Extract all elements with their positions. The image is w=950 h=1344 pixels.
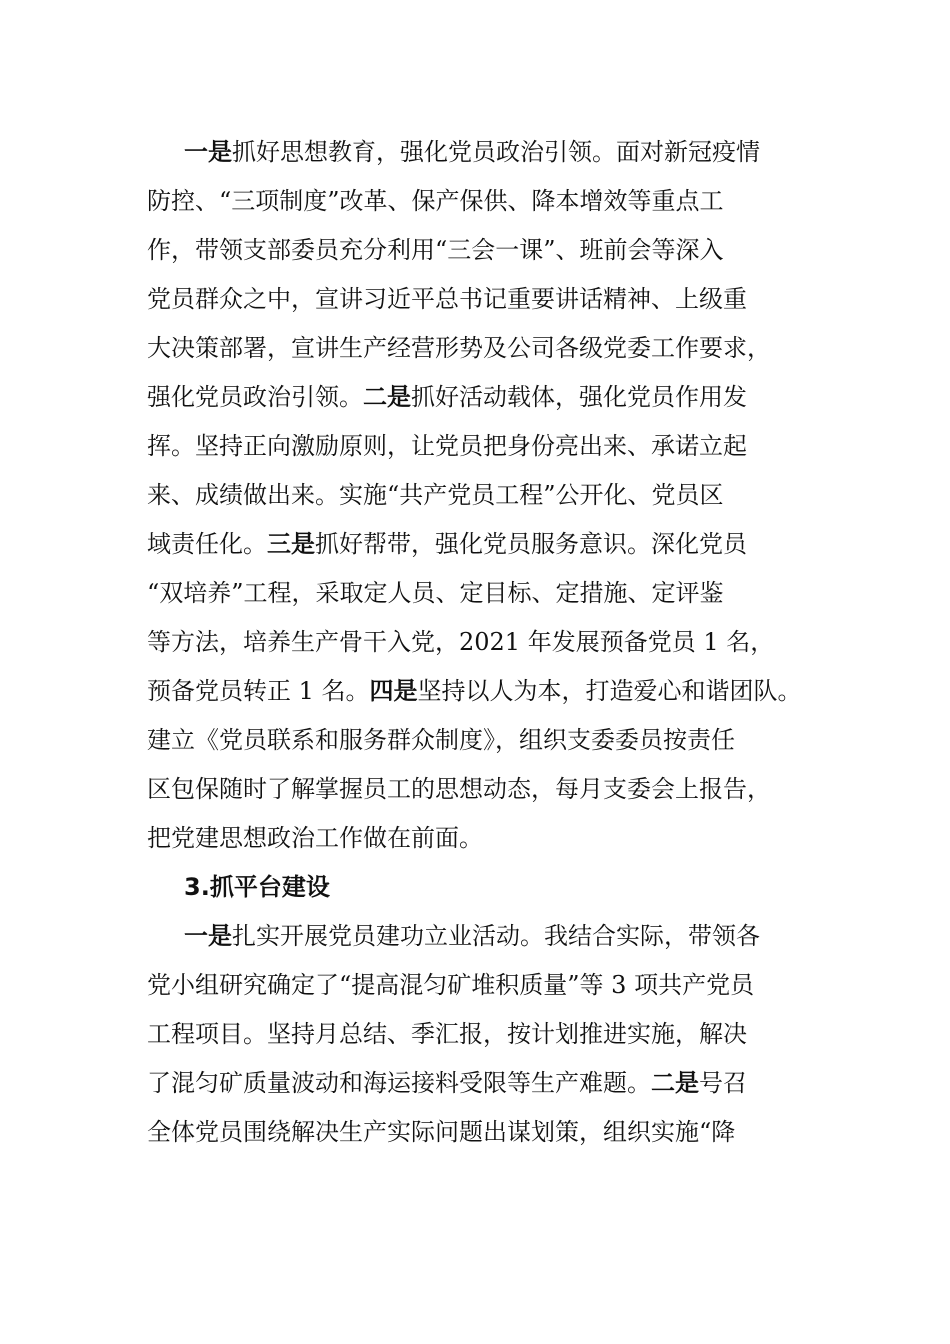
document-body (147, 128, 827, 1157)
text-line: 来、成绩做出来。实施“共产党员工程”公开化、党员区 (147, 481, 724, 509)
bold-marker: 一是 (184, 138, 232, 166)
text-line: 作，带领支部委员充分利用“三会一课”、班前会等深入 (147, 236, 724, 264)
text-line: 工程项目。坚持月总结、季汇报，按计划推进实施，解决 (147, 1020, 747, 1048)
text-line (147, 128, 827, 177)
bold-marker: 二是 (651, 1069, 699, 1097)
line-text: 了混匀矿质量波动和海运接料受限等生产难题。 (147, 1069, 651, 1097)
text-line: 党小组研究确定了“提高混匀矿堆积质量”等 3 项共产党员 (147, 971, 755, 999)
bold-marker: 一是 (184, 922, 232, 950)
line-text: 号召 (699, 1069, 747, 1097)
text-line: 防控、“三项制度”改革、保产保供、降本增效等重点工 (147, 187, 724, 215)
text-line: 建立《党员联系和服务群众制度》，组织支委委员按责任 (147, 726, 735, 754)
text-line: 大决策部署，宣讲生产经营形势及公司各级党委工作要求， (147, 334, 771, 362)
section-heading: 3.抓平台建设 (184, 873, 330, 901)
text-line (147, 373, 827, 422)
line-text: 预备党员转正 1 名。 (147, 677, 370, 705)
text-line: 等方法，培养生产骨干入党，2021 年发展预备党员 1 名， (147, 628, 775, 656)
line-text: 扎实开展党员建功立业活动。我结合实际，带领各 (232, 922, 760, 950)
text-line: “双培养”工程，采取定人员、定目标、定措施、定评鉴 (147, 579, 724, 607)
text-line (147, 1059, 827, 1108)
text-line (147, 912, 827, 961)
line-text: 坚持以人为本，打造爱心和谐团队。 (417, 677, 802, 705)
text-line: 党员群众之中，宣讲习近平总书记重要讲话精神、上级重 (147, 285, 747, 313)
line-text: 抓好活动载体，强化党员作用发 (411, 383, 747, 411)
text-line (147, 667, 827, 716)
text-line: 全体党员围绕解决生产实际问题出谋划策，组织实施“降 (147, 1118, 736, 1146)
bold-marker: 二是 (363, 383, 411, 411)
text-line: 把党建思想政治工作做在前面。 (147, 824, 483, 852)
text-line (147, 520, 827, 569)
line-text: 域责任化。 (147, 530, 267, 558)
bold-marker: 三是 (267, 530, 315, 558)
line-text: 强化党员政治引领。 (147, 383, 363, 411)
text-line: 区包保随时了解掌握员工的思想动态，每月支委会上报告， (147, 775, 771, 803)
bold-marker: 四是 (369, 677, 418, 705)
text-line: 挥。坚持正向激励原则，让党员把身份亮出来、承诺立起 (147, 432, 747, 460)
line-text: 抓好思想教育，强化党员政治引领。面对新冠疫情 (232, 138, 760, 166)
line-text: 抓好帮带，强化党员服务意识。深化党员 (315, 530, 747, 558)
